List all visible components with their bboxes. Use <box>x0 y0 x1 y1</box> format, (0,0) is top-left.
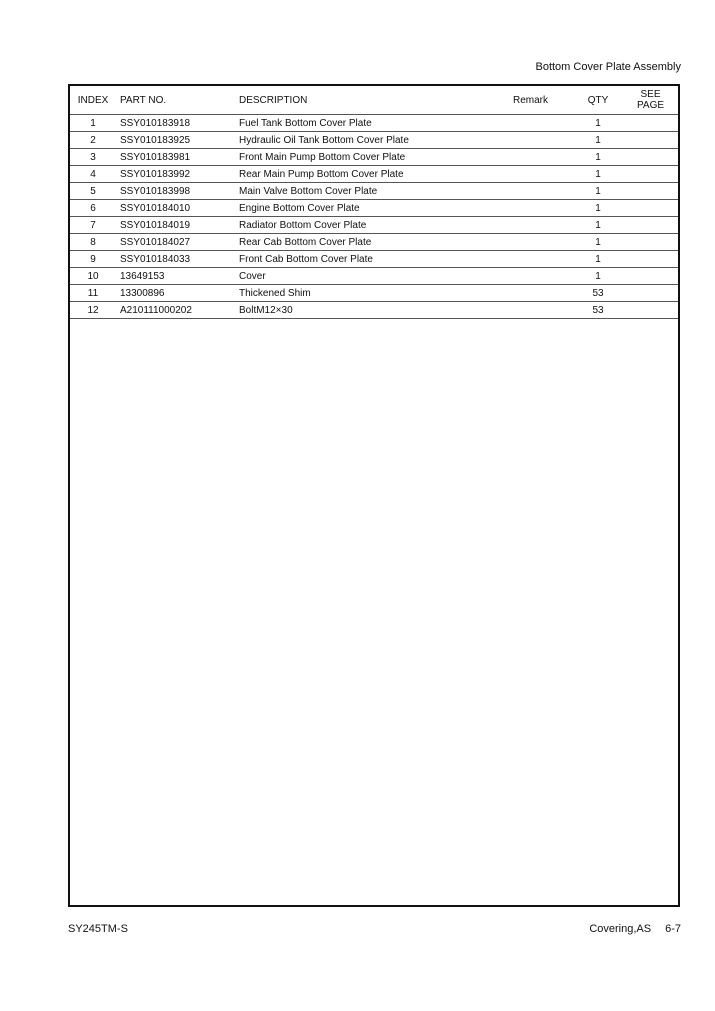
cell-see-page <box>623 268 678 285</box>
cell-index: 4 <box>70 166 116 183</box>
cell-description: Engine Bottom Cover Plate <box>235 200 509 217</box>
table-row <box>70 234 678 251</box>
cell-remark <box>509 200 573 217</box>
column-header-part-no: PART NO. <box>116 86 235 115</box>
cell-remark <box>509 183 573 200</box>
cell-index: 2 <box>70 132 116 149</box>
column-header-description: DESCRIPTION <box>235 86 509 115</box>
cell-see-page <box>623 166 678 183</box>
footer-page-number: 6-7 <box>665 923 681 935</box>
cell-part-no: SSY010184010 <box>116 200 235 217</box>
cell-description: Cover <box>235 268 509 285</box>
cell-description: Thickened Shim <box>235 285 509 302</box>
cell-see-page <box>623 183 678 200</box>
cell-part-no: SSY010184019 <box>116 217 235 234</box>
cell-description: Rear Cab Bottom Cover Plate <box>235 234 509 251</box>
cell-part-no: 13649153 <box>116 268 235 285</box>
cell-qty: 1 <box>573 149 623 166</box>
table-row <box>70 217 678 234</box>
see-page-line-1: SEE <box>640 89 661 100</box>
footer-section: Covering,AS <box>589 923 652 935</box>
page-title: Bottom Cover Plate Assembly <box>535 61 681 73</box>
cell-part-no: A210111000202 <box>116 302 235 319</box>
cell-see-page <box>623 234 678 251</box>
cell-description: Front Main Pump Bottom Cover Plate <box>235 149 509 166</box>
cell-part-no: SSY010183981 <box>116 149 235 166</box>
see-page-line-2: PAGE <box>636 100 665 111</box>
column-header-index: INDEX <box>70 86 116 115</box>
cell-index: 1 <box>70 115 116 132</box>
table-row <box>70 166 678 183</box>
cell-see-page <box>623 200 678 217</box>
table-row <box>70 268 678 285</box>
table-row <box>70 183 678 200</box>
cell-part-no: SSY010183992 <box>116 166 235 183</box>
cell-qty: 53 <box>573 285 623 302</box>
cell-remark <box>509 115 573 132</box>
parts-table <box>70 86 678 319</box>
cell-qty: 53 <box>573 302 623 319</box>
cell-description: Front Cab Bottom Cover Plate <box>235 251 509 268</box>
cell-description: Rear Main Pump Bottom Cover Plate <box>235 166 509 183</box>
cell-see-page <box>623 285 678 302</box>
table-header-row <box>70 86 678 115</box>
cell-index: 5 <box>70 183 116 200</box>
cell-description: Radiator Bottom Cover Plate <box>235 217 509 234</box>
cell-qty: 1 <box>573 251 623 268</box>
cell-part-no: SSY010183918 <box>116 115 235 132</box>
cell-index: 11 <box>70 285 116 302</box>
cell-remark <box>509 132 573 149</box>
table-row <box>70 132 678 149</box>
table-row <box>70 302 678 319</box>
cell-part-no: SSY010184033 <box>116 251 235 268</box>
table-row <box>70 285 678 302</box>
cell-index: 7 <box>70 217 116 234</box>
cell-remark <box>509 268 573 285</box>
table-row <box>70 200 678 217</box>
cell-index: 8 <box>70 234 116 251</box>
cell-remark <box>509 251 573 268</box>
cell-remark <box>509 166 573 183</box>
cell-qty: 1 <box>573 234 623 251</box>
cell-description: Hydraulic Oil Tank Bottom Cover Plate <box>235 132 509 149</box>
cell-qty: 1 <box>573 115 623 132</box>
cell-qty: 1 <box>573 183 623 200</box>
cell-see-page <box>623 217 678 234</box>
cell-index: 3 <box>70 149 116 166</box>
cell-see-page <box>623 115 678 132</box>
cell-remark <box>509 285 573 302</box>
cell-see-page <box>623 132 678 149</box>
cell-qty: 1 <box>573 200 623 217</box>
cell-part-no: 13300896 <box>116 285 235 302</box>
cell-index: 6 <box>70 200 116 217</box>
cell-qty: 1 <box>573 132 623 149</box>
cell-description: Main Valve Bottom Cover Plate <box>235 183 509 200</box>
cell-qty: 1 <box>573 268 623 285</box>
cell-see-page <box>623 251 678 268</box>
table-row <box>70 115 678 132</box>
cell-remark <box>509 217 573 234</box>
table-row <box>70 251 678 268</box>
column-header-see-page <box>623 86 678 115</box>
cell-remark <box>509 302 573 319</box>
cell-description: BoltM12×30 <box>235 302 509 319</box>
footer-model: SY245TM-S <box>68 923 128 935</box>
table-row <box>70 149 678 166</box>
cell-index: 12 <box>70 302 116 319</box>
cell-part-no: SSY010183925 <box>116 132 235 149</box>
cell-remark <box>509 234 573 251</box>
cell-see-page <box>623 302 678 319</box>
column-header-qty: QTY <box>573 86 623 115</box>
cell-description: Fuel Tank Bottom Cover Plate <box>235 115 509 132</box>
footer-right <box>589 923 681 935</box>
cell-see-page <box>623 149 678 166</box>
cell-index: 9 <box>70 251 116 268</box>
column-header-remark: Remark <box>509 86 573 115</box>
cell-remark <box>509 149 573 166</box>
cell-index: 10 <box>70 268 116 285</box>
cell-part-no: SSY010183998 <box>116 183 235 200</box>
cell-qty: 1 <box>573 217 623 234</box>
cell-qty: 1 <box>573 166 623 183</box>
cell-part-no: SSY010184027 <box>116 234 235 251</box>
parts-table-frame <box>68 84 680 907</box>
table-body <box>70 115 678 319</box>
